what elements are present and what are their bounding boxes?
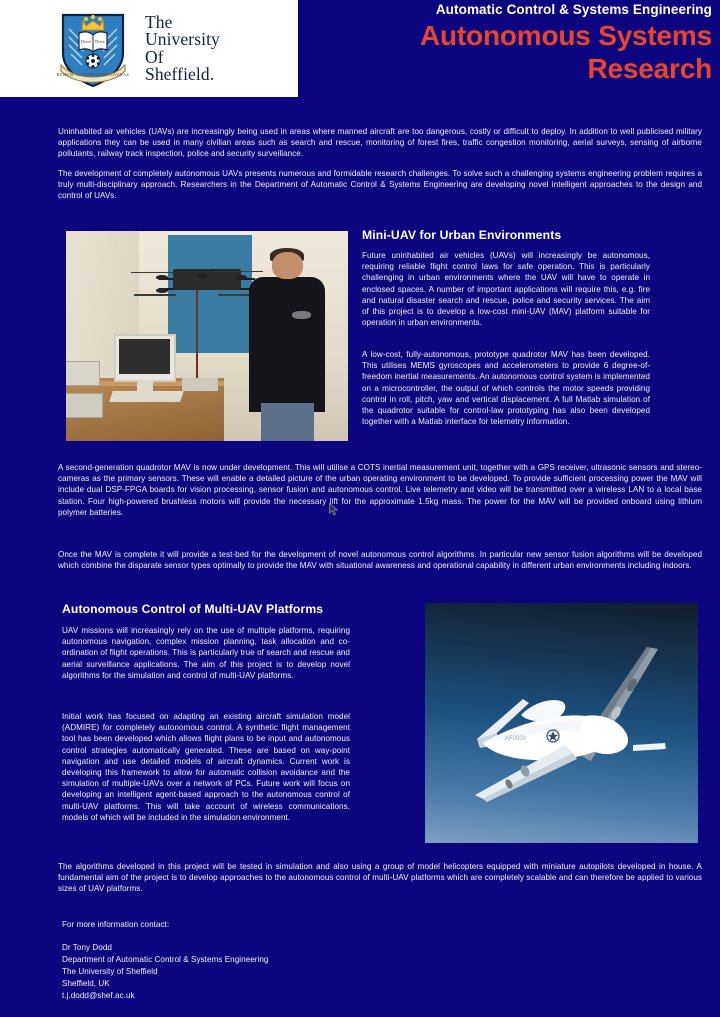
mouse-cursor-icon bbox=[329, 503, 340, 516]
poster-title-block bbox=[292, 2, 712, 85]
photo-shirt-logo bbox=[292, 311, 312, 319]
photo-monitor bbox=[114, 334, 176, 382]
svg-text:Doce: Doce bbox=[95, 38, 105, 44]
photo-instrument-2 bbox=[66, 393, 103, 418]
university-of-sheffield-crest bbox=[55, 9, 131, 89]
contact-city: Sheffield, UK bbox=[62, 979, 110, 988]
contact-institution: The University of Sheffield bbox=[62, 967, 158, 976]
photo-person-legs bbox=[261, 403, 315, 441]
svg-text:Disce: Disce bbox=[80, 38, 92, 44]
wordmark-line-4: Sheffield. bbox=[145, 64, 215, 84]
multi-uav-paragraph-2: Initial work has focused on adapting an existing aircraft simulation model (ADMIRE) for completely autonomous control. A synthetic flight management tool has been developed which allows flight plans to be input and autonomous control strategies automatically generated. These are based on way-point navigation and use detailed models of aircraft dynamics. Current work is developing this framework to allow for automatic collision avoidance and the simulation of multiple-UAVs over a network of PCs. Future work will focus on developing an intelligent agent-based approach to the autonomous control of multi-UAV platforms. This will take account of wireless communications, models of which will be included in the simulation environment. bbox=[62, 712, 350, 822]
contact-intro: For more information contact: bbox=[62, 920, 170, 929]
poster-title-line-1: Autonomous Systems bbox=[420, 20, 712, 51]
quadrotor-blade-3 bbox=[134, 294, 176, 296]
quadrotor-rotor-4 bbox=[156, 288, 168, 293]
mini-uav-paragraph-1: Future uninhabited air vehicles (UAVs) will increasingly be autonomous, requiring reliable flight control laws for safe operation. This is particularly challenging in urban environments where the UAV will have to operate in enclosed spaces. A number of important applications will require this, e.g. fire and natural disaster search and rescue, police and security services. The aim of this project is to develop a low-cost mini-UAV (MAV) platform suitable for operation in urban environments. bbox=[362, 251, 650, 328]
university-logo-box bbox=[0, 0, 298, 97]
quadrotor-blade-1 bbox=[131, 272, 176, 274]
section-heading-mini-uav: Mini-UAV for Urban Environments bbox=[362, 228, 562, 242]
svg-text:RERUM COGNOSCERE CAUSAS: RERUM COGNOSCERE CAUSAS bbox=[56, 71, 130, 77]
uav-aircraft-illustration bbox=[425, 603, 698, 843]
quadrotor-tether-cable bbox=[196, 290, 198, 378]
mini-uav-paragraph-2: A low-cost, fully-autonomous, prototype quadrotor MAV has been developed. This utilises MEMS gyroscopes and accelerometers to provide 6 degree-of-freedom inertial measurements. An autonomous control system is implemented on a microcontroller, the output of which controls the motor speeds providing control in roll, pitch, yaw and vertical displacement. A full Matlab simulation of the quadrotor suitable for control-law prototyping has also been developed together with a Matlab interface for telemetry information. bbox=[362, 350, 650, 427]
department-name: Automatic Control & Systems Engineering bbox=[435, 2, 712, 17]
photo-instrument-1 bbox=[66, 361, 100, 386]
quadrotor-rotor-2 bbox=[196, 273, 208, 278]
lab-photo-quadrotor bbox=[66, 231, 348, 441]
poster-header bbox=[0, 0, 720, 110]
multi-uav-paragraph-3: The algorithms developed in this project will be tested in simulation and also using a group of model helicopters equipped with miniature autopilots developed in house. A fundamental aim of the project is to develop approaches to the autonomous control of multi-UAV platforms which are completely scalable and can therefore be applied to various sizes of UAV platforms. bbox=[58, 862, 702, 894]
mini-uav-paragraph-4: Once the MAV is complete it will provide a test-bed for the development of novel autonomous control algorithms. In particular new sensor fusion algorithms will be developed which combine the disparate sensor types optimally to provide the MAV with situational awareness and operational capability in different urban environments including indoors. bbox=[58, 550, 702, 571]
wordmark-line-3: Of bbox=[145, 46, 164, 67]
section-heading-multi-uav: Autonomous Control of Multi-UAV Platforms bbox=[62, 602, 324, 616]
wordmark-line-2: University bbox=[145, 29, 220, 49]
photo-interface-box bbox=[182, 378, 219, 391]
photo-monitor-stand bbox=[137, 380, 154, 391]
mini-uav-paragraph-3: A second-generation quadrotor MAV is now under development. This will utilise a COTS inertial measurement unit, together with a GPS receiver, ultrasonic sensors and stereo-cameras as the primary sensors. These will enable a detailed picture of the urban operating environment to be developed. To provide sufficient processing power the MAV will include dual DSP-FPGA boards for vision processing, sensor fusion and autonomous control. Live telemetry and video will be transmitted over a wireless LAN to a local base station. Four high-powered brushless motors will provide the necessary lift for the approximate 1.5kg mass. The power for the MAV will be provided onboard using lithium polymer batteries. bbox=[58, 463, 702, 517]
contact-name: Dr Tony Dodd bbox=[62, 943, 112, 952]
photo-person-head bbox=[272, 252, 303, 279]
photo-person-body bbox=[249, 277, 325, 411]
photo-monitor-screen bbox=[119, 339, 170, 374]
photo-keyboard bbox=[109, 391, 183, 402]
university-wordmark bbox=[145, 11, 220, 84]
intro-paragraph-1: Uninhabited air vehicles (UAVs) are increasingly being used in areas where manned aircraft are too dangerous, costly or difficult to deploy. In addition to well publicised military applications they can be used in many civilian areas such as search and rescue, monitoring of forest fires, traffic congestion monitoring, aerial surveys, sensing of airborne pollutants, railway track inspection, police and security surveillance. bbox=[58, 127, 702, 159]
wordmark-line-1: The bbox=[145, 11, 173, 32]
quadrotor-blade-2 bbox=[213, 271, 264, 273]
intro-paragraph-2: The development of completely autonomous UAVs presents numerous and formidable research challenges. To solve such a challenging systems engineering problem requires a truly multi-disciplinary approach. Researchers in the Department of Automatic Control & Systems Engineering are developing novel intelligent approaches to the design and control of UAVs. bbox=[58, 169, 702, 201]
contact-email: t.j.dodd@shef.ac.uk bbox=[62, 991, 135, 1000]
poster-title-line-2: Research bbox=[587, 53, 712, 84]
multi-uav-paragraph-1: UAV missions will increasingly rely on the use of multiple platforms, requiring autonomous navigation, complex mission planning, task allocation and co-ordination of flight operations. This is particularly true of search and rescue and aerial surveillance applications. The aim of this project is to develop novel algorithms for the simulation and control of multi-UAV platforms. bbox=[62, 626, 350, 680]
contact-department: Department of Automatic Control & Systems Engineering bbox=[62, 955, 269, 964]
uav-in-flight-photo bbox=[425, 603, 698, 843]
svg-text:AF0000: AF0000 bbox=[505, 736, 527, 742]
